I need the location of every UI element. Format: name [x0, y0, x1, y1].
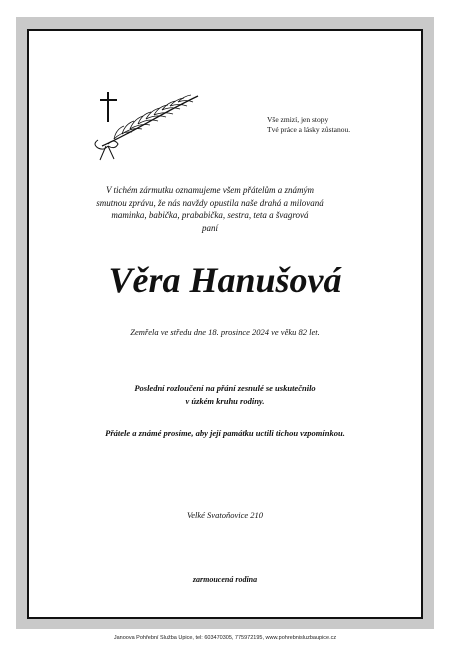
intro-line: maminka, babička, prababička, sestra, teta a švagrová — [111, 210, 309, 220]
farewell-notice — [0, 382, 450, 407]
intro-line: smutnou zprávu, že nás navždy opustila naše drahá a milovaná — [96, 197, 324, 208]
mourners-signature: zarmoucená rodina — [192, 575, 258, 584]
farewell-line: v úzkém kruhu rodiny. — [185, 395, 265, 406]
motto-line: Vše zmizí, jen stopy — [267, 115, 329, 124]
intro-line: paní — [201, 222, 218, 233]
death-notice: Zemřela ve středu dne 18. prosince 2024 ve věku 82 let. — [130, 327, 320, 337]
deceased-name: Věra Hanušová — [108, 260, 342, 300]
intro-paragraph — [60, 184, 360, 234]
motto-verse — [267, 115, 387, 135]
remembrance-request: Přátele a známé prosíme, aby její památku uctili tichou vzpomínkou. — [105, 428, 345, 438]
address: Velké Svatoňovice 210 — [187, 510, 263, 520]
intro-line: V tichém zármutku oznamujeme všem přátelům a známým — [105, 185, 315, 195]
farewell-line: Poslední rozloučení na přání zesnulé se uskutečnilo — [134, 383, 316, 393]
cross-palm-icon — [92, 88, 204, 164]
motto-line: Tvé práce a lásky zůstanou. — [267, 125, 351, 134]
footer-contact: Janoova Pohřební Služba Upice, tel: 603470305, 775972195, www.pohrebnisluzbaupice.cz — [113, 635, 337, 641]
